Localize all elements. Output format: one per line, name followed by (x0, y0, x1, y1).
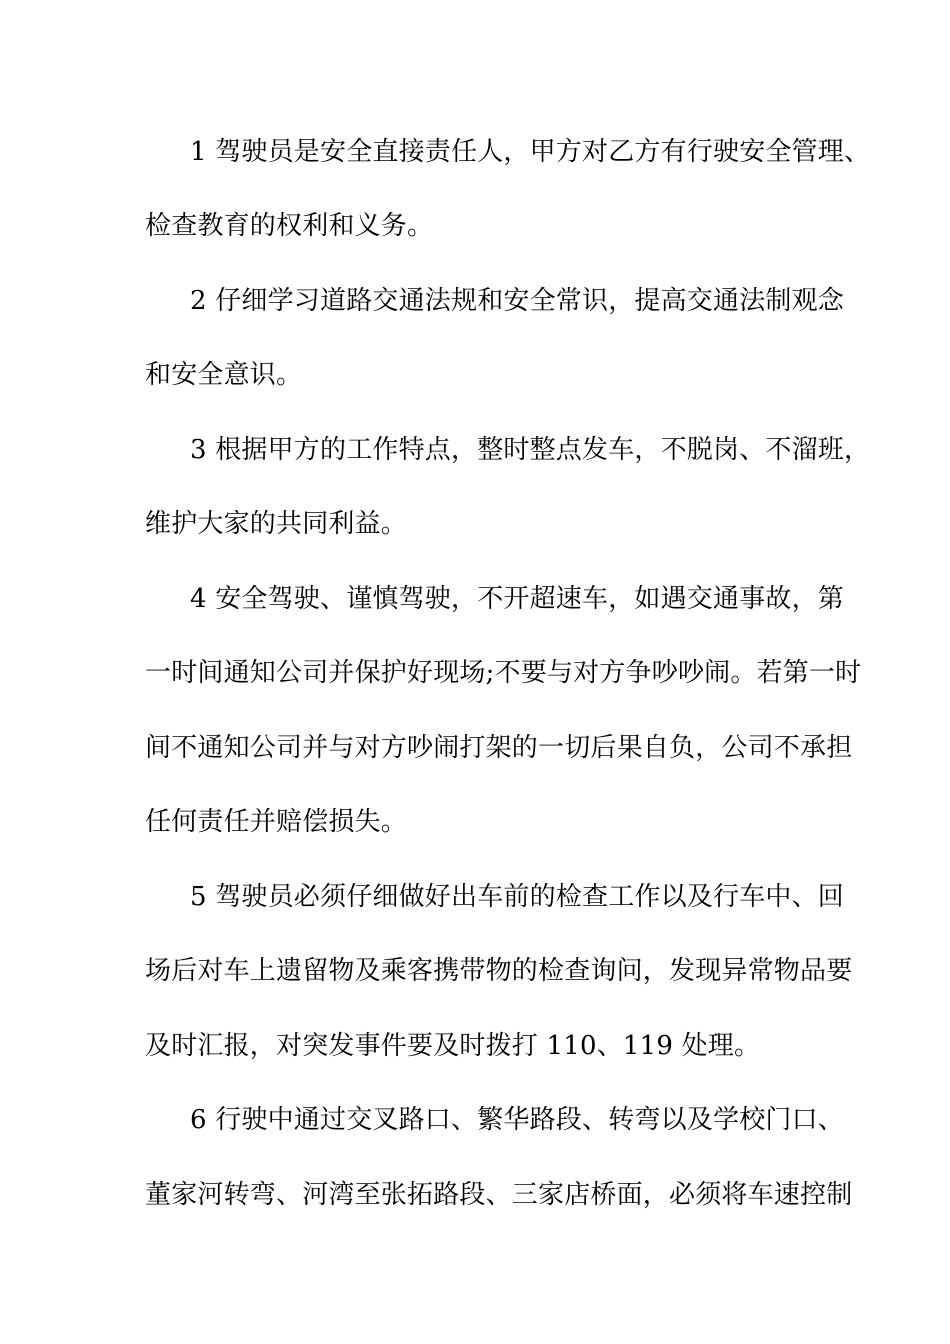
paragraph-3-line-2: 维护大家的共同利益。 (145, 509, 408, 539)
paragraph-3-line-1: 3 根据甲方的工作特点，整时整点发车，不脱岗、不溜班， (190, 435, 871, 465)
paragraph-4-line-4: 任何责任并赔偿损失。 (145, 807, 408, 837)
paragraph-6-line-2: 董家河转弯、河湾至张拓路段、三家店桥面，必须将车速控制 (145, 1180, 853, 1210)
paragraph-1-line-1: 1 驾驶员是安全直接责任人，甲方对乙方有行驶安全管理、 (190, 137, 871, 167)
paragraph-4-line-2: 一时间通知公司并保护好现场;不要与对方争吵吵闹。若第一时 (145, 658, 862, 688)
paragraph-2-line-1: 2 仔细学习道路交通法规和安全常识，提高交通法制观念 (190, 286, 845, 316)
paragraph-5-line-2: 场后对车上遗留物及乘客携带物的检查询问，发现异常物品要 (145, 956, 853, 986)
paragraph-4-line-1: 4 安全驾驶、谨慎驾驶，不开超速车，如遇交通事故，第 (190, 584, 845, 614)
paragraph-4-line-3: 间不通知公司并与对方吵闹打架的一切后果自负，公司不承担 (145, 733, 853, 763)
paragraph-1-line-2: 检查教育的权利和义务。 (145, 211, 434, 241)
paragraph-6-line-1: 6 行驶中通过交叉路口、繁华路段、转弯以及学校门口、 (190, 1105, 845, 1135)
paragraph-5-line-3: 及时汇报，对突发事件要及时拨打 110、119 处理。 (145, 1031, 761, 1061)
paragraph-2-line-2: 和安全意识。 (145, 360, 303, 390)
paragraph-5-line-1: 5 驾驶员必须仔细做好出车前的检查工作以及行车中、回 (190, 882, 845, 912)
